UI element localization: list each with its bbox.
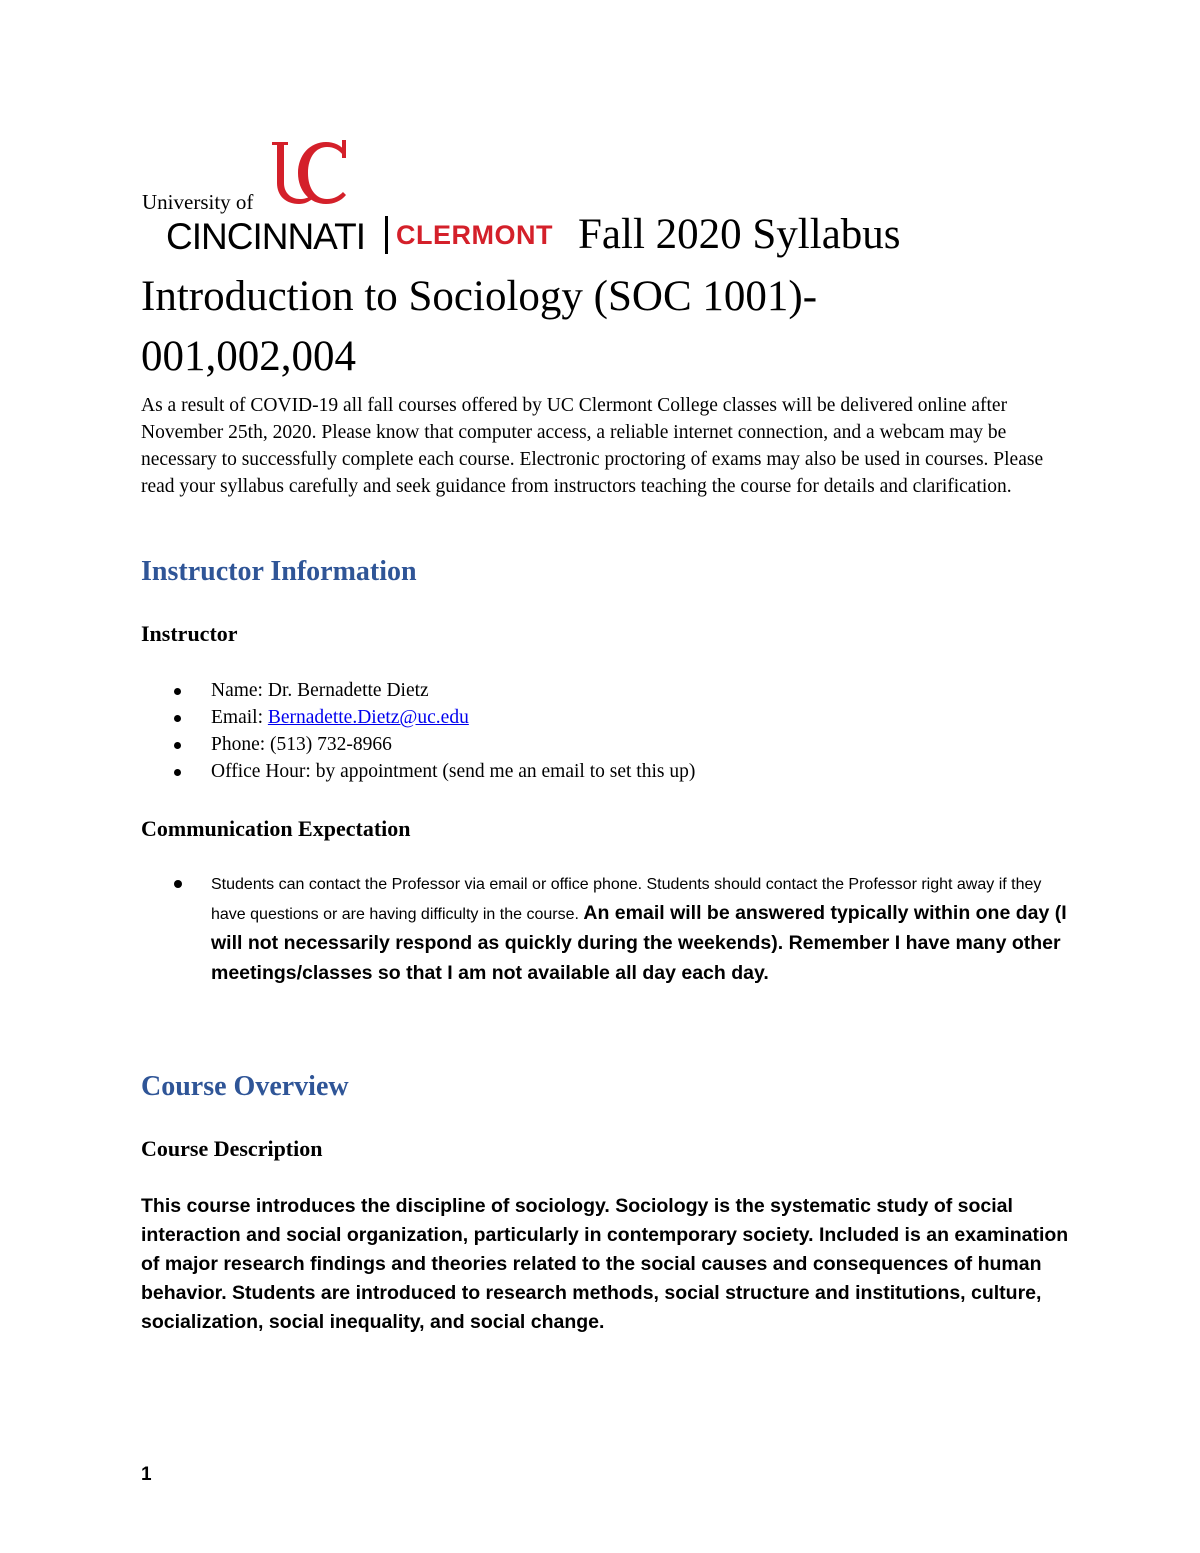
email-label: Email: bbox=[211, 707, 268, 728]
covid-notice: As a result of COVID-19 all fall courses offered by UC Clermont College classes will be delivered online after November 25th, 2020. Please know that computer access, a reliable internet connection, and a webcam may be necessary to successfully complete each course. Electronic proctoring of exams may also be used in courses. Please read your syllabus carefully and seek guidance from instructors teaching the course for details and clarification. bbox=[141, 395, 1044, 497]
page-number: 1 bbox=[141, 1464, 152, 1485]
phone-label: Phone: bbox=[211, 734, 271, 755]
course-description-subheading: Course Description bbox=[141, 1136, 323, 1161]
office-hour-value: by appointment (send me an email to set this up) bbox=[315, 761, 696, 782]
course-description-text: This course introduces the discipline of sociology. Sociology is the systematic study of social interaction and social organization, particularly in contemporary society. Included is an examination of major research findings and theories related to the social causes and consequences of human behavior. Students are introduced to research methods, social structure and institutions, culture, socialization, social inequality, and social change. bbox=[141, 1195, 1069, 1333]
logo-university-of: University of bbox=[142, 190, 254, 214]
logo-cincinnati: CINCINNATI bbox=[166, 216, 365, 257]
uc-clermont-logo bbox=[140, 138, 570, 258]
communication-expectation-heading: Communication Expectation bbox=[141, 816, 411, 841]
bullet-icon bbox=[174, 715, 181, 722]
list-item bbox=[141, 731, 695, 758]
logo-divider bbox=[385, 216, 388, 254]
list-item bbox=[141, 704, 695, 731]
instructor-email-link[interactable]: Bernadette.Dietz@uc.edu bbox=[267, 707, 469, 728]
instructor-details-list bbox=[141, 677, 695, 785]
course-overview-heading: Course Overview bbox=[141, 1071, 349, 1102]
bullet-icon bbox=[174, 688, 181, 695]
document-title-line-3: 001,002,004 bbox=[141, 333, 356, 380]
list-item bbox=[141, 758, 695, 785]
instructor-subheading: Instructor bbox=[141, 621, 238, 646]
instructor-phone: (513) 732-8966 bbox=[270, 734, 392, 755]
communication-text-regular: Students can contact the Professor via email or office phone. Students should contact the Professor right away if they have questions or are having difficulty in the course. bbox=[211, 876, 1042, 923]
uc-monogram-icon bbox=[268, 138, 354, 208]
communication-expectation-item bbox=[141, 870, 1071, 989]
list-item bbox=[141, 677, 695, 704]
communication-text-bold: An email will be answered typically within one day (I will not necessarily respond as quickly during the weekends). Remember I have many other meetings/classes so that I am not available all day each day. bbox=[211, 902, 1067, 984]
communication-text bbox=[211, 870, 1071, 989]
bullet-icon bbox=[174, 742, 181, 749]
bullet-icon bbox=[174, 880, 182, 888]
bullet-icon bbox=[174, 769, 181, 776]
instructor-name: Dr. Bernadette Dietz bbox=[267, 680, 429, 701]
instructor-information-heading: Instructor Information bbox=[141, 556, 417, 587]
name-label: Name: bbox=[211, 680, 268, 701]
office-hour-label: Office Hour: bbox=[211, 761, 316, 782]
document-title-line-1: Fall 2020 Syllabus bbox=[578, 211, 901, 258]
logo-clermont: CLERMONT bbox=[396, 220, 553, 250]
document-title-line-2: Introduction to Sociology (SOC 1001)- bbox=[141, 273, 818, 320]
